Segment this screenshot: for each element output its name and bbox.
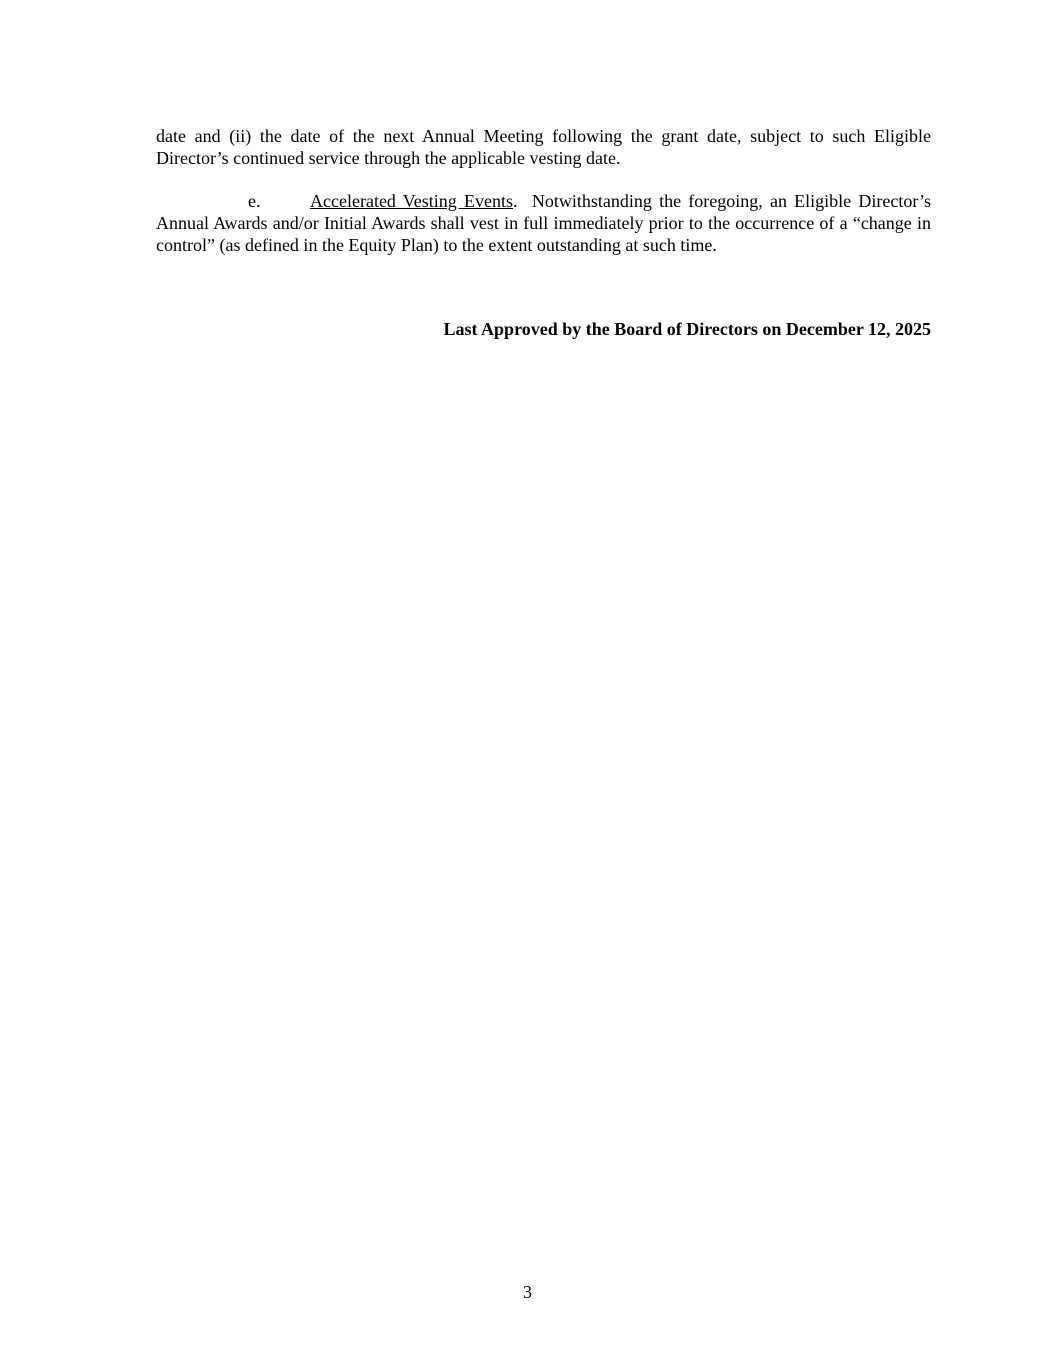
section-e-marker: e. — [248, 191, 261, 211]
section-e-body: Notwithstanding the foregoing, an Eligible Director’s Annual Awards and/or Initial Awards shall vest in full immediately prior to the occurrence of a “change in control” (as defined in the Equity Plan) to the extent outstanding at such time. — [156, 191, 936, 255]
section-e-paragraph — [156, 190, 936, 256]
section-e-heading: Accelerated Vesting Events — [310, 191, 513, 211]
continuation-paragraph: date and (ii) the date of the next Annual Meeting following the grant date, subject to such Eligible Director’s continued service through the applicable vesting date. — [156, 126, 931, 168]
approval-note: Last Approved by the Board of Directors on December 12, 2025 — [443, 319, 931, 339]
section-e-heading-suffix: . — [513, 191, 518, 211]
page-number: 3 — [523, 1282, 532, 1302]
